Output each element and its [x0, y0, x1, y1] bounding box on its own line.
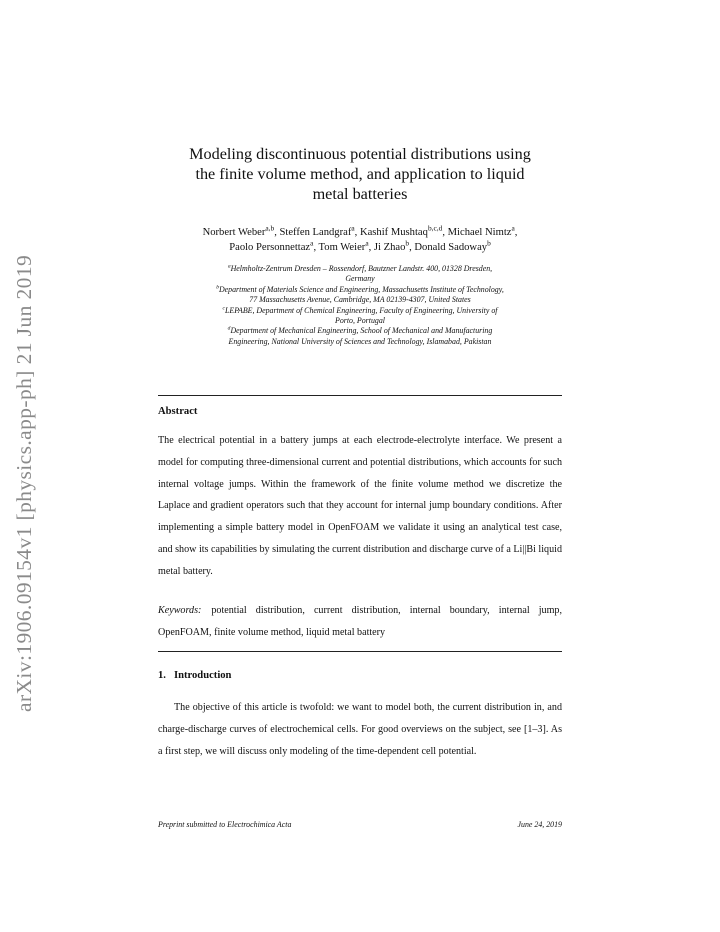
- affiliation-line: Department of Materials Science and Engineering, Massachusetts Institute of Technology,: [218, 284, 504, 294]
- abstract-bottom-rule: [158, 651, 562, 652]
- author-affiliation-mark: a: [351, 223, 355, 233]
- affiliation: [150, 306, 570, 327]
- author-affiliation-mark: a,b: [265, 223, 275, 233]
- title-line: metal batteries: [312, 185, 408, 203]
- author-name: Paolo Personnettaz: [229, 242, 311, 253]
- footer-submission-note: Preprint submitted to Electrochimica Acta: [158, 820, 292, 829]
- abstract-text: The electrical potential in a battery jumps at each electrode-electrolyte interface. We present a model for computing three-dimensional current and potential distributions, which accounts for such internal voltage jumps. Within the framework of the finite volume method we discretize the Laplace and gradient operators such that they account for internal jump boundary conditions. After implementing a simple battery model in OpenFOAM we validate it using an analytical test case, and show its capabilities by simulating the current distribution and discharge curve of a Li||Bi liquid metal battery.: [158, 435, 562, 577]
- author-line: Norbert Weber$^{a,b}$, Steffen Landgraf$^a$, Kashif Mushtaq$^{b,c,d}$, Michael Nimtz$^a$,: [202, 223, 518, 238]
- affiliation-mark: a: [227, 263, 231, 270]
- abstract-top-rule: [158, 395, 562, 396]
- author-affiliation-mark: b: [487, 238, 491, 248]
- title-line: Modeling discontinuous potential distributions using: [189, 145, 531, 163]
- author-affiliation-mark: b,c,d: [427, 223, 443, 233]
- introduction-paragraph: The objective of this article is twofold: we want to model both, the current distribution in, and charge-discharge curves of electrochemical cells. For good overviews on the subject, see [1–3]. As a first step, we will discuss only modeling of the time-dependent cell potential.: [158, 702, 562, 757]
- affiliation: [150, 326, 570, 347]
- author-name: Ji Zhao: [373, 242, 406, 253]
- author-name: Norbert Weber: [202, 227, 266, 238]
- author-name: Michael Nimtz: [447, 227, 512, 238]
- affiliation-mark: c: [222, 305, 225, 311]
- section-number: 1.: [158, 670, 166, 681]
- affiliation-line: 77 Massachusetts Avenue, Cambridge, MA 02139-4307, United States: [249, 295, 471, 305]
- affiliation-mark: d: [227, 325, 231, 332]
- author-name: Donald Sadoway: [414, 242, 488, 253]
- author-name: Steffen Landgraf: [279, 227, 352, 238]
- section-heading-introduction: [158, 670, 231, 681]
- author-line: Paolo Personnettaz$^a$, Tom Weier$^a$, Ji Zhao$^b$, Donald Sadoway$^b$: [229, 238, 491, 253]
- author-name: Kashif Mushtaq: [359, 227, 428, 238]
- affiliation: [150, 285, 570, 306]
- author-affiliation-mark: a: [511, 223, 515, 233]
- title-line: the finite volume method, and application to liquid: [195, 165, 525, 183]
- affiliation: [150, 264, 570, 285]
- affiliation-line: Helmholtz-Zentrum Dresden – Rossendorf, Bautzner Landstr. 400, 01328 Dresden,: [230, 264, 493, 273]
- affiliation-line: LEPABE, Department of Chemical Engineering, Faculty of Engineering, University of: [224, 305, 498, 315]
- affiliation-list: [150, 264, 570, 347]
- keywords-text: potential distribution, current distribution, internal boundary, internal jump, OpenFOAM, finite volume method, liquid metal battery: [158, 605, 562, 638]
- section-title: Introduction: [173, 670, 232, 681]
- author-affiliation-mark: a: [365, 238, 369, 248]
- paper-title: [158, 144, 562, 204]
- footer-date: June 24, 2019: [517, 820, 562, 829]
- affiliation-line: Department of Mechanical Engineering, School of Mechanical and Manufacturing: [230, 326, 493, 336]
- affiliation-line: Porto, Portugal: [335, 316, 385, 326]
- abstract-heading: Abstract: [158, 406, 198, 417]
- affiliation-line: Germany: [345, 274, 375, 284]
- author-name: Tom Weier: [318, 242, 366, 253]
- keywords-label: Keywords:: [158, 605, 202, 616]
- arxiv-side-stamp: arXiv:1906.09154v1 [physics.app-ph] 21 Jun 2019: [12, 254, 36, 712]
- affiliation-mark: b: [216, 284, 219, 291]
- author-list: [150, 225, 570, 255]
- keywords: [158, 600, 562, 644]
- affiliation-line: Engineering, National University of Sciences and Technology, Islamabad, Pakistan: [228, 336, 492, 346]
- author-affiliation-mark: a: [310, 238, 314, 248]
- author-affiliation-mark: b: [405, 238, 410, 248]
